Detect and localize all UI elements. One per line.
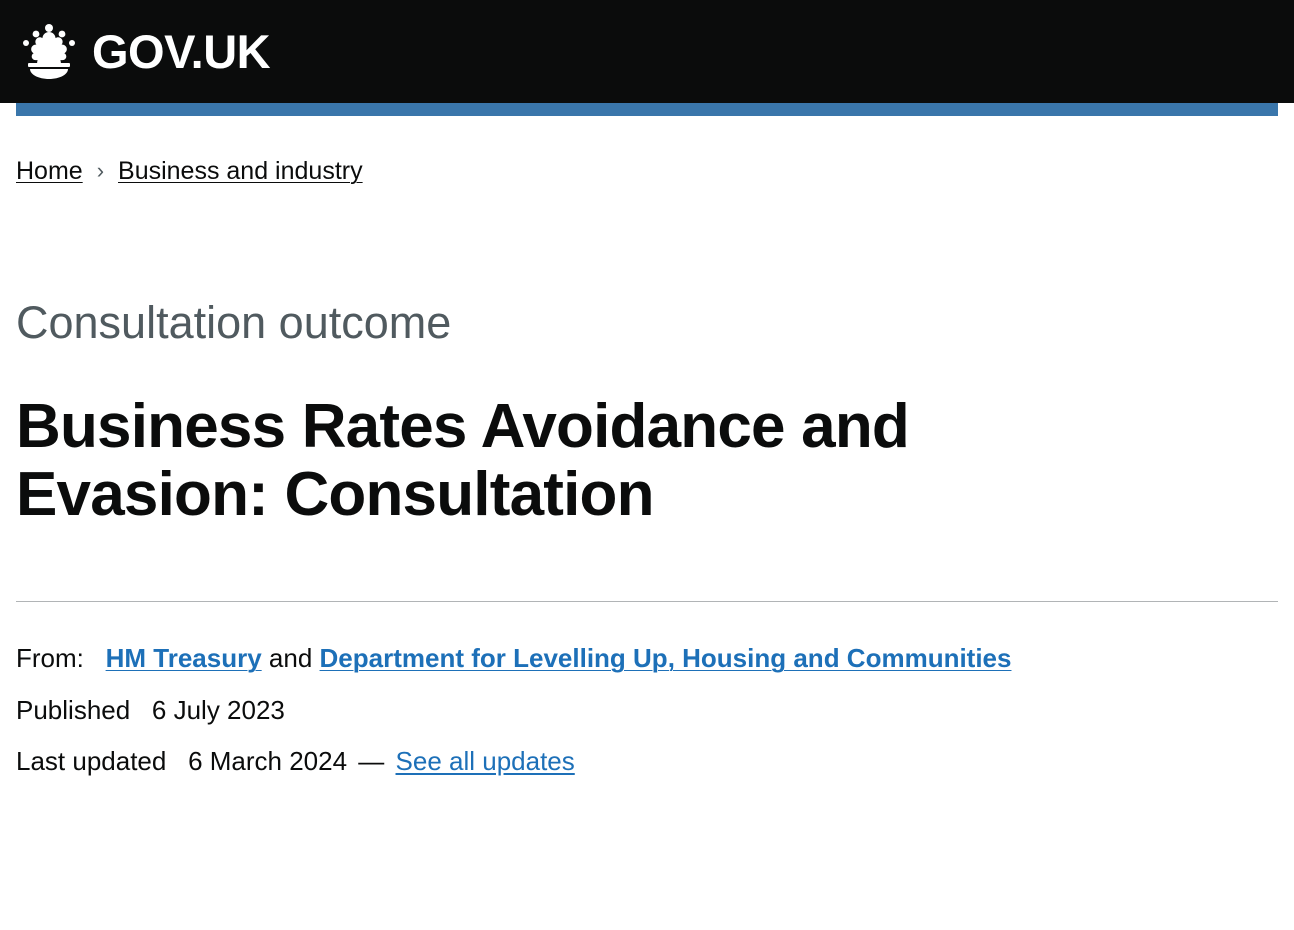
last-updated-label: Last updated bbox=[16, 746, 167, 777]
published-label: Published bbox=[16, 694, 131, 725]
govuk-home-link[interactable] bbox=[16, 21, 270, 83]
metadata-row-last-updated bbox=[16, 743, 1278, 781]
last-updated-date: 6 March 2024 bbox=[188, 746, 348, 777]
from-conjunction: and bbox=[268, 642, 313, 673]
header-accent-bar bbox=[16, 103, 1278, 116]
royal-crown-icon bbox=[16, 21, 82, 83]
page-title: Business Rates Avoidance and Evasion: Consultation bbox=[16, 391, 909, 529]
govuk-logotype-text: GOV.UK bbox=[92, 25, 271, 78]
main-content bbox=[0, 298, 1294, 781]
breadcrumb-item-business-and-industry[interactable]: Business and industry bbox=[118, 157, 363, 185]
publication-metadata bbox=[16, 640, 1278, 781]
breadcrumb-item-home[interactable]: Home bbox=[16, 157, 83, 185]
site-header bbox=[0, 0, 1294, 103]
section-divider bbox=[16, 601, 1278, 602]
metadata-row-published bbox=[16, 692, 1278, 730]
from-label: From: bbox=[16, 642, 84, 673]
chevron-right-icon: › bbox=[96, 157, 105, 183]
published-date: 6 July 2023 bbox=[151, 694, 285, 725]
breadcrumb bbox=[0, 116, 1294, 186]
metadata-dash: — bbox=[358, 746, 385, 777]
document-type-label: Consultation outcome bbox=[16, 297, 452, 348]
organisation-link-hm-treasury[interactable]: HM Treasury bbox=[105, 642, 262, 673]
see-all-updates-link[interactable]: See all updates bbox=[395, 746, 575, 777]
organisation-link-dluhc[interactable]: Department for Levelling Up, Housing and Communities bbox=[319, 642, 1012, 673]
metadata-row-from bbox=[16, 640, 1278, 678]
